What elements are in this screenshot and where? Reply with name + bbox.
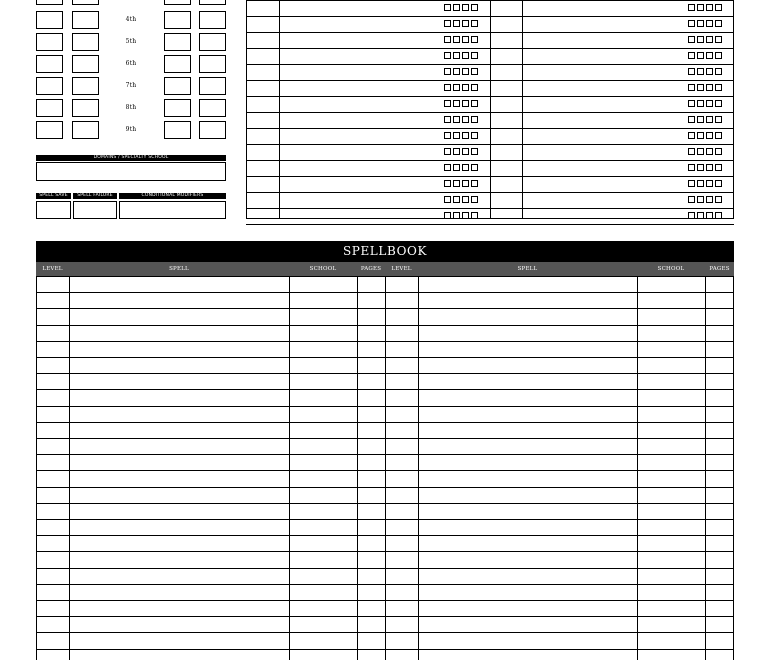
- prepared-checkbox[interactable]: [444, 164, 451, 171]
- prepared-checkbox[interactable]: [471, 20, 478, 27]
- prepared-checkbox[interactable]: [453, 100, 460, 107]
- prepared-checkbox[interactable]: [471, 116, 478, 123]
- conditional-modifiers-label: CONDITIONAL MODIFIERS: [119, 193, 226, 199]
- prepared-checkbox[interactable]: [697, 196, 704, 203]
- prepared-checkbox[interactable]: [688, 20, 695, 27]
- prepared-checkbox[interactable]: [697, 148, 704, 155]
- prepared-checkbox[interactable]: [462, 68, 469, 75]
- prepared-checkbox[interactable]: [444, 196, 451, 203]
- prepared-checkbox[interactable]: [697, 212, 704, 219]
- prepared-checkbox[interactable]: [706, 212, 713, 219]
- prepared-checkbox[interactable]: [462, 164, 469, 171]
- prepared-checkbox[interactable]: [462, 180, 469, 187]
- spellbook-column-header: LEVEL: [385, 262, 419, 276]
- column-divider: [279, 0, 280, 219]
- prepared-checkbox[interactable]: [462, 52, 469, 59]
- prepared-checkbox[interactable]: [688, 100, 695, 107]
- spellbook-column-header: SPELL: [69, 262, 290, 276]
- prepared-checkbox[interactable]: [444, 68, 451, 75]
- prepared-checkbox[interactable]: [453, 52, 460, 59]
- prepared-checkbox[interactable]: [706, 36, 713, 43]
- prepared-checkbox[interactable]: [688, 84, 695, 91]
- prepared-checkbox[interactable]: [444, 212, 451, 219]
- conditional-modifiers-field[interactable]: [119, 201, 226, 219]
- spell-slot-box[interactable]: [36, 33, 63, 51]
- prepared-checkbox[interactable]: [444, 36, 451, 43]
- prepared-checkbox[interactable]: [453, 36, 460, 43]
- prepared-checkbox[interactable]: [462, 132, 469, 139]
- spellbook-column-divider: [36, 276, 37, 660]
- prepared-checkbox[interactable]: [462, 100, 469, 107]
- prepared-checkbox[interactable]: [706, 148, 713, 155]
- spell-slot-box[interactable]: [164, 99, 191, 117]
- prepared-checkbox[interactable]: [453, 84, 460, 91]
- spell-slot-box[interactable]: [199, 33, 226, 51]
- prepared-checkbox[interactable]: [688, 148, 695, 155]
- spellbook-column-divider: [705, 276, 706, 660]
- prepared-checkbox[interactable]: [715, 196, 722, 203]
- prepared-checkbox[interactable]: [453, 180, 460, 187]
- prepared-checkbox[interactable]: [715, 100, 722, 107]
- prepared-checkbox[interactable]: [715, 4, 722, 11]
- prepared-checkbox[interactable]: [462, 212, 469, 219]
- spellbook-column-header: PAGES: [357, 262, 386, 276]
- prepared-checkbox[interactable]: [453, 132, 460, 139]
- spell-slot-box[interactable]: [164, 77, 191, 95]
- prepared-checkbox[interactable]: [453, 196, 460, 203]
- prepared-checkbox[interactable]: [706, 68, 713, 75]
- spell-slot-box[interactable]: [199, 55, 226, 73]
- prepared-checkbox[interactable]: [471, 4, 478, 11]
- prepared-checkbox[interactable]: [471, 164, 478, 171]
- prepared-checkbox[interactable]: [453, 148, 460, 155]
- prepared-checkbox[interactable]: [715, 116, 722, 123]
- prepared-checkbox[interactable]: [453, 212, 460, 219]
- spellbook-column-header: SCHOOL: [637, 262, 706, 276]
- prepared-checkbox[interactable]: [688, 116, 695, 123]
- spell-slot-box[interactable]: [36, 121, 63, 139]
- prepared-checkbox[interactable]: [706, 4, 713, 11]
- prepared-checkbox[interactable]: [697, 52, 704, 59]
- spell-slot-box[interactable]: [36, 99, 63, 117]
- spell-slot-box[interactable]: [199, 0, 226, 5]
- spell-slot-box[interactable]: [164, 33, 191, 51]
- prepared-checkbox[interactable]: [715, 36, 722, 43]
- column-divider: [733, 0, 734, 219]
- prepared-checkbox[interactable]: [471, 132, 478, 139]
- prepared-checkbox[interactable]: [715, 212, 722, 219]
- prepared-checkbox[interactable]: [688, 212, 695, 219]
- column-divider: [246, 0, 247, 219]
- prepared-checkbox[interactable]: [444, 100, 451, 107]
- spell-level-label: 7th: [125, 82, 137, 89]
- spell-slot-box[interactable]: [36, 55, 63, 73]
- spell-save-label: SPELL SAVE: [36, 193, 71, 199]
- prepared-checkbox[interactable]: [688, 164, 695, 171]
- prepared-checkbox[interactable]: [706, 116, 713, 123]
- prepared-checkbox[interactable]: [471, 36, 478, 43]
- prepared-checkbox[interactable]: [688, 196, 695, 203]
- prepared-checkbox[interactable]: [706, 132, 713, 139]
- prepared-checkbox[interactable]: [697, 180, 704, 187]
- prepared-checkbox[interactable]: [688, 4, 695, 11]
- prepared-checkbox[interactable]: [697, 164, 704, 171]
- spell-slot-box[interactable]: [72, 77, 99, 95]
- spell-level-label: 5th: [125, 38, 137, 45]
- prepared-checkbox[interactable]: [471, 180, 478, 187]
- spell-slot-box[interactable]: [164, 55, 191, 73]
- prepared-checkbox[interactable]: [471, 84, 478, 91]
- prepared-checkbox[interactable]: [688, 52, 695, 59]
- column-divider: [522, 0, 523, 219]
- prepared-checkbox[interactable]: [453, 164, 460, 171]
- prepared-checkbox[interactable]: [688, 68, 695, 75]
- prepared-checkbox[interactable]: [462, 116, 469, 123]
- spell-level-label: 6th: [125, 60, 137, 67]
- spell-level-label: 9th: [125, 126, 137, 133]
- prepared-checkbox[interactable]: [444, 116, 451, 123]
- spells-prepared-table: [246, 0, 734, 219]
- spell-level-label: 8th: [125, 104, 137, 111]
- prepared-checkbox[interactable]: [453, 20, 460, 27]
- spell-slot-box[interactable]: [36, 0, 63, 5]
- spellbook-column-divider: [357, 276, 358, 660]
- prepared-checkbox[interactable]: [706, 196, 713, 203]
- spell-slot-box[interactable]: [199, 11, 226, 29]
- spell-slot-box[interactable]: [36, 77, 63, 95]
- spell-slot-box[interactable]: [164, 0, 191, 5]
- spellbook-column-divider: [289, 276, 290, 660]
- prepared-checkbox[interactable]: [706, 84, 713, 91]
- spellbook-column-divider: [385, 276, 386, 660]
- prepared-checkbox[interactable]: [715, 132, 722, 139]
- prepared-checkbox[interactable]: [697, 116, 704, 123]
- prepared-checkbox[interactable]: [444, 132, 451, 139]
- prepared-checkbox[interactable]: [697, 20, 704, 27]
- spellbook-column-header: PAGES: [705, 262, 735, 276]
- prepared-checkbox[interactable]: [462, 4, 469, 11]
- prepared-checkbox[interactable]: [444, 4, 451, 11]
- prepared-checkbox[interactable]: [453, 4, 460, 11]
- spellbook-column-divider: [418, 276, 419, 660]
- prepared-checkbox[interactable]: [715, 20, 722, 27]
- prepared-checkbox[interactable]: [444, 84, 451, 91]
- prepared-checkbox[interactable]: [471, 100, 478, 107]
- spell-slot-box[interactable]: [36, 11, 63, 29]
- spell-level-label: 4th: [125, 16, 137, 23]
- prepared-checkbox[interactable]: [444, 52, 451, 59]
- spell-slot-box[interactable]: [199, 121, 226, 139]
- domains-label: DOMAINS / SPECIALTY SCHOOL: [36, 155, 226, 161]
- spellbook-column-divider: [733, 276, 734, 660]
- prepared-checkbox[interactable]: [688, 36, 695, 43]
- spellbook-column-divider: [69, 276, 70, 660]
- prepared-checkbox[interactable]: [715, 84, 722, 91]
- prepared-checkbox[interactable]: [453, 68, 460, 75]
- prepared-checkbox[interactable]: [462, 148, 469, 155]
- prepared-checkbox[interactable]: [697, 84, 704, 91]
- domains-field[interactable]: [36, 162, 226, 181]
- spell-slot-box[interactable]: [164, 11, 191, 29]
- prepared-checkbox[interactable]: [471, 196, 478, 203]
- spellbook-column-divider: [637, 276, 638, 660]
- prepared-checkbox[interactable]: [715, 52, 722, 59]
- spell-slot-box[interactable]: [199, 99, 226, 117]
- spell-failure-field[interactable]: [73, 201, 117, 219]
- prepared-checkbox[interactable]: [706, 164, 713, 171]
- prepared-checkbox[interactable]: [706, 20, 713, 27]
- prepared-checkbox[interactable]: [471, 212, 478, 219]
- prepared-checkbox[interactable]: [462, 20, 469, 27]
- prepared-checkbox[interactable]: [471, 148, 478, 155]
- spell-slot-box[interactable]: [72, 121, 99, 139]
- prepared-checkbox[interactable]: [715, 164, 722, 171]
- prepared-checkbox[interactable]: [697, 68, 704, 75]
- prepared-checkbox[interactable]: [462, 36, 469, 43]
- prepared-checkbox[interactable]: [697, 100, 704, 107]
- spell-slot-box[interactable]: [72, 11, 99, 29]
- spell-failure-label: SPELL FAILURE: [73, 193, 117, 199]
- prepared-checkbox[interactable]: [706, 52, 713, 59]
- prepared-checkbox[interactable]: [706, 180, 713, 187]
- prepared-checkbox[interactable]: [471, 68, 478, 75]
- prepared-checkbox[interactable]: [444, 180, 451, 187]
- prepared-checkbox[interactable]: [688, 132, 695, 139]
- column-divider: [490, 0, 491, 219]
- spell-slot-box[interactable]: [72, 0, 99, 5]
- prepared-checkbox[interactable]: [462, 196, 469, 203]
- prepared-checkbox[interactable]: [471, 52, 478, 59]
- prepared-checkbox[interactable]: [444, 20, 451, 27]
- spell-slot-box[interactable]: [199, 77, 226, 95]
- spellbook-column-header: SPELL: [418, 262, 638, 276]
- prepared-checkbox[interactable]: [697, 4, 704, 11]
- prepared-checkbox[interactable]: [697, 36, 704, 43]
- prepared-checkbox[interactable]: [715, 180, 722, 187]
- prepared-checkbox[interactable]: [453, 116, 460, 123]
- spellbook-title: SPELLBOOK: [36, 241, 734, 262]
- row-divider: [246, 224, 734, 225]
- prepared-checkbox[interactable]: [715, 68, 722, 75]
- spell-slot-box[interactable]: [72, 55, 99, 73]
- prepared-checkbox[interactable]: [688, 180, 695, 187]
- prepared-checkbox[interactable]: [715, 148, 722, 155]
- spellbook-column-header: LEVEL: [36, 262, 70, 276]
- spell-slot-box[interactable]: [72, 99, 99, 117]
- prepared-checkbox[interactable]: [706, 100, 713, 107]
- spell-slot-box[interactable]: [164, 121, 191, 139]
- spellbook-column-header: SCHOOL: [289, 262, 358, 276]
- prepared-checkbox[interactable]: [444, 148, 451, 155]
- prepared-checkbox[interactable]: [697, 132, 704, 139]
- spell-save-field[interactable]: [36, 201, 71, 219]
- prepared-checkbox[interactable]: [462, 84, 469, 91]
- spell-slot-box[interactable]: [72, 33, 99, 51]
